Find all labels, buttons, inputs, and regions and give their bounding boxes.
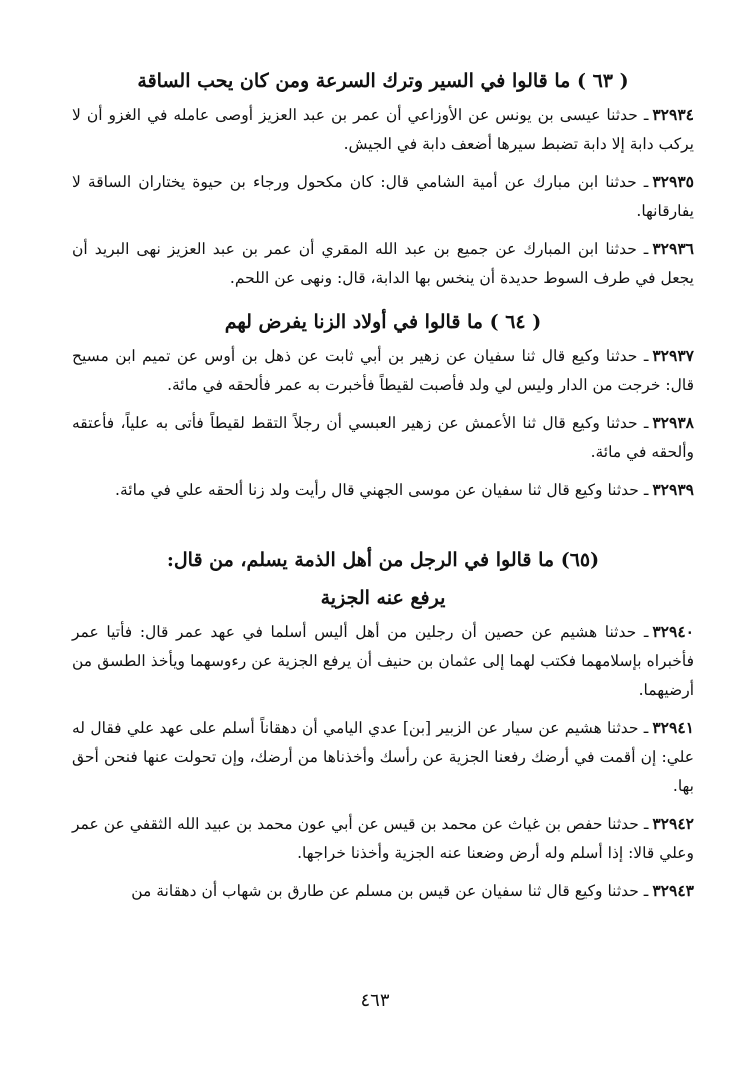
- hadith-number: ٣٢٩٣٨: [652, 413, 694, 432]
- hadith-text: ـ حدثنا هشيم عن حصين أن رجلين من أهل أليس أسلما في عهد عمر قال: فأتيا عمر فأخبراه بإسلامهما فكتب لهما إلى عثمان بن حنيف أن يرفع الجزية عن رءوسهما ويأخذ الطسق من أرضيهما.: [72, 623, 694, 699]
- hadith-number: ٣٢٩٣٧: [652, 346, 694, 365]
- hadith-number: ٣٢٩٤٠: [652, 622, 694, 641]
- hadith-number: ٣٢٩٣٩: [652, 480, 694, 499]
- hadith-number: ٣٢٩٤١: [652, 718, 694, 737]
- hadith-number: ٣٢٩٣٥: [652, 172, 694, 191]
- hadith-number: ٣٢٩٣٦: [652, 239, 694, 258]
- hadith-text: ـ حدثنا وكيع قال ثنا سفيان عن زهير بن أبي ثابت عن ذهل بن أوس عن تميم ابن مسيح قال: خرجت من الدار وليس لي ولد فأصبت لقيطاً فأخبرت به عمر فألحقه في مائة.: [72, 347, 694, 394]
- hadith-text: ـ حدثنا عيسى بن يونس عن الأوزاعي أن عمر بن عبد العزيز أوصى عامله في الغزو أن لا يركب دابة إلا دابة تضبط سيرها أضعف دابة في الجيش.: [72, 106, 694, 153]
- section-heading-63: ( ٦٣ ) ما قالوا في السير وترك السرعة ومن كان يحب الساقة: [137, 70, 629, 92]
- document-page: [72, 58, 694, 914]
- hadith-text: ـ حدثنا وكيع قال ثنا الأعمش عن زهير العبسي أن رجلاً التقط لقيطاً فأتى به علياً، فأعتقه وألحقه في مائة.: [72, 414, 694, 461]
- hadith-32937: [72, 341, 694, 400]
- hadith-32935: [72, 167, 694, 226]
- hadith-32941: [72, 713, 694, 801]
- hadith-text: ـ حدثنا وكيع قال ثنا سفيان عن موسى الجهني قال رأيت ولد زنا ألحقه علي في مائة.: [115, 481, 649, 499]
- hadith-text: ـ حدثنا حفص بن غياث عن محمد بن قيس عن أبي عون محمد بن عبيد الله الثقفي عن عمر وعلي قالا: إذا أسلم وله أرض وضعنا عنه الجزية وأخذنا خراجها.: [72, 815, 694, 862]
- hadith-text: ـ حدثنا ابن المبارك عن جميع بن عبد الله المقري أن عمر بن عبد العزيز نهى البريد أن يجعل في طرف السوط حديدة أن ينخس بها الدابة، قال: ونهى عن اللحم.: [72, 240, 694, 287]
- hadith-32938: [72, 408, 694, 467]
- page-number: ٤٦٣: [360, 990, 390, 1011]
- hadith-text: ـ حدثنا هشيم عن سيار عن الزبير [بن] عدي اليامي أن دهقاناً أسلم على عهد علي فقال له علي: إن أقمت في أرضك رفعنا الجزية عن رأسك وأخذناها من أرضك، وإن تحولت عنها فنحن أحق بها.: [72, 719, 694, 795]
- hadith-number: ٣٢٩٤٣: [652, 881, 694, 900]
- hadith-32939: [72, 475, 694, 505]
- hadith-text: ـ حدثنا ابن مبارك عن أمية الشامي قال: كان مكحول ورجاء بن حيوة يختاران الساقة لا يفارقانها.: [72, 173, 694, 220]
- hadith-number: ٣٢٩٤٢: [652, 814, 694, 833]
- hadith-32942: [72, 809, 694, 868]
- section-subheading-65: يرفع عنه الجزية: [320, 587, 446, 609]
- hadith-32936: [72, 234, 694, 293]
- section-heading-65: (٦٥) ما قالوا في الرجل من أهل الذمة يسلم، من قال:: [166, 549, 600, 571]
- hadith-32940: [72, 617, 694, 705]
- section-heading-64: ( ٦٤ ) ما قالوا في أولاد الزنا يفرض لهم: [224, 311, 542, 333]
- hadith-32943: [72, 876, 694, 906]
- hadith-32934: [72, 100, 694, 159]
- hadith-number: ٣٢٩٣٤: [652, 105, 694, 124]
- hadith-text: ـ حدثنا وكيع قال ثنا سفيان عن قيس بن مسلم عن طارق بن شهاب أن دهقانة من: [131, 882, 649, 900]
